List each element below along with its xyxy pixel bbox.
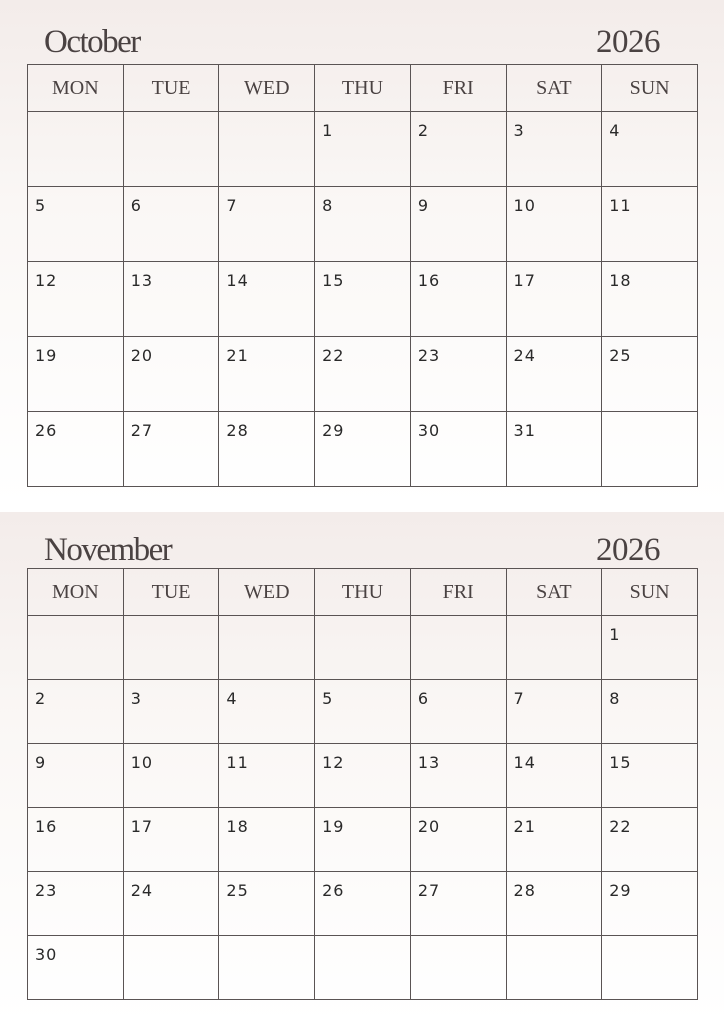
day-number: 8 bbox=[322, 196, 334, 215]
day-cell bbox=[410, 744, 506, 808]
week-row bbox=[28, 337, 698, 412]
day-cell bbox=[410, 112, 506, 187]
day-cell bbox=[602, 744, 698, 808]
day-cell bbox=[219, 744, 315, 808]
year-title: 2026 bbox=[596, 24, 660, 60]
day-number: 10 bbox=[513, 196, 536, 215]
day-cell bbox=[602, 808, 698, 872]
day-number bbox=[507, 616, 602, 625]
day-cell bbox=[410, 872, 506, 936]
year-title: 2026 bbox=[596, 532, 660, 568]
day-cell bbox=[506, 262, 602, 337]
day-number: 5 bbox=[35, 196, 47, 215]
day-number: 27 bbox=[417, 881, 441, 900]
day-number: 15 bbox=[609, 753, 632, 772]
day-number: 3 bbox=[513, 121, 525, 140]
day-number bbox=[602, 936, 697, 945]
day-number bbox=[315, 616, 410, 625]
day-cell bbox=[506, 680, 602, 744]
day-number: 17 bbox=[513, 271, 536, 290]
day-number: 23 bbox=[35, 881, 58, 900]
day-number: 12 bbox=[322, 753, 345, 772]
weekday-header: MON bbox=[28, 65, 124, 112]
week-row bbox=[28, 412, 698, 487]
day-number bbox=[28, 112, 123, 121]
day-number: 20 bbox=[130, 346, 154, 365]
day-cell bbox=[123, 412, 219, 487]
day-number: 25 bbox=[609, 346, 632, 365]
week-row bbox=[28, 808, 698, 872]
day-cell bbox=[219, 616, 315, 680]
month-title: October bbox=[44, 24, 140, 60]
day-cell bbox=[123, 936, 219, 1000]
day-cell bbox=[410, 337, 506, 412]
calendar-grid bbox=[27, 64, 698, 487]
day-number bbox=[124, 112, 219, 121]
day-number bbox=[507, 936, 602, 945]
weekday-header: SUN bbox=[602, 569, 698, 616]
day-cell bbox=[315, 744, 411, 808]
day-cell bbox=[219, 808, 315, 872]
day-number: 18 bbox=[226, 817, 249, 836]
day-cell bbox=[315, 936, 411, 1000]
day-number: 12 bbox=[35, 271, 58, 290]
day-number: 9 bbox=[35, 753, 47, 772]
day-number: 7 bbox=[226, 196, 238, 215]
day-cell bbox=[315, 616, 411, 680]
day-cell bbox=[123, 808, 219, 872]
day-number: 16 bbox=[417, 271, 441, 290]
day-cell bbox=[602, 616, 698, 680]
day-number: 13 bbox=[130, 271, 154, 290]
calendar-grid bbox=[27, 568, 698, 1000]
day-number: 25 bbox=[226, 881, 249, 900]
weekday-header: THU bbox=[315, 65, 411, 112]
day-number: 27 bbox=[130, 421, 154, 440]
week-row bbox=[28, 872, 698, 936]
day-number: 30 bbox=[35, 945, 58, 964]
weekday-header: SAT bbox=[506, 569, 602, 616]
weekday-header: WED bbox=[219, 65, 315, 112]
day-cell bbox=[602, 262, 698, 337]
day-cell bbox=[123, 744, 219, 808]
day-number: 18 bbox=[609, 271, 632, 290]
day-cell bbox=[219, 680, 315, 744]
day-cell bbox=[28, 112, 124, 187]
day-number: 4 bbox=[609, 121, 621, 140]
day-cell bbox=[123, 112, 219, 187]
day-cell bbox=[28, 808, 124, 872]
day-cell bbox=[506, 744, 602, 808]
day-cell bbox=[315, 680, 411, 744]
weekday-header: FRI bbox=[410, 569, 506, 616]
day-cell bbox=[602, 337, 698, 412]
day-cell bbox=[602, 187, 698, 262]
day-number: 7 bbox=[513, 689, 525, 708]
day-number: 8 bbox=[609, 689, 621, 708]
week-row bbox=[28, 936, 698, 1000]
day-number: 11 bbox=[609, 196, 632, 215]
day-cell bbox=[410, 262, 506, 337]
day-cell bbox=[315, 262, 411, 337]
day-cell bbox=[506, 112, 602, 187]
day-number: 19 bbox=[322, 817, 345, 836]
day-cell bbox=[506, 337, 602, 412]
weekday-header: MON bbox=[28, 569, 124, 616]
day-number bbox=[411, 616, 506, 625]
weekday-header: SUN bbox=[602, 65, 698, 112]
day-number: 16 bbox=[35, 817, 58, 836]
day-cell bbox=[123, 616, 219, 680]
day-number: 5 bbox=[322, 689, 334, 708]
day-number bbox=[124, 936, 219, 945]
day-number: 28 bbox=[513, 881, 536, 900]
day-number: 10 bbox=[130, 753, 154, 772]
day-number: 26 bbox=[322, 881, 345, 900]
day-cell bbox=[28, 412, 124, 487]
day-cell bbox=[315, 412, 411, 487]
day-number: 17 bbox=[130, 817, 154, 836]
weekday-header: TUE bbox=[123, 569, 219, 616]
day-cell bbox=[28, 680, 124, 744]
october-calendar bbox=[0, 0, 724, 505]
day-cell bbox=[410, 187, 506, 262]
day-cell bbox=[219, 412, 315, 487]
day-number bbox=[602, 412, 697, 421]
weekday-header: TUE bbox=[123, 65, 219, 112]
day-number: 14 bbox=[513, 753, 536, 772]
day-number: 4 bbox=[226, 689, 238, 708]
week-row bbox=[28, 187, 698, 262]
day-number: 14 bbox=[226, 271, 249, 290]
day-number bbox=[219, 616, 314, 625]
day-cell bbox=[506, 187, 602, 262]
day-cell bbox=[602, 680, 698, 744]
month-title: November bbox=[44, 532, 172, 568]
week-row bbox=[28, 616, 698, 680]
day-cell bbox=[602, 872, 698, 936]
weekday-header-row bbox=[28, 569, 698, 616]
day-number: 2 bbox=[417, 121, 429, 140]
day-cell bbox=[410, 616, 506, 680]
day-cell bbox=[410, 936, 506, 1000]
day-cell bbox=[28, 187, 124, 262]
day-cell bbox=[219, 936, 315, 1000]
day-number: 22 bbox=[609, 817, 632, 836]
day-cell bbox=[410, 680, 506, 744]
day-cell bbox=[602, 936, 698, 1000]
day-cell bbox=[28, 872, 124, 936]
day-number: 23 bbox=[417, 346, 441, 365]
week-row bbox=[28, 744, 698, 808]
day-cell bbox=[28, 262, 124, 337]
day-cell bbox=[506, 872, 602, 936]
weekday-header: FRI bbox=[410, 65, 506, 112]
day-number: 29 bbox=[322, 421, 345, 440]
day-cell bbox=[315, 808, 411, 872]
day-number: 21 bbox=[513, 817, 536, 836]
day-cell bbox=[219, 872, 315, 936]
day-number: 22 bbox=[322, 346, 345, 365]
november-calendar bbox=[0, 512, 724, 1024]
day-number: 24 bbox=[513, 346, 536, 365]
day-cell bbox=[219, 337, 315, 412]
day-cell bbox=[123, 337, 219, 412]
day-cell bbox=[28, 616, 124, 680]
day-cell bbox=[602, 112, 698, 187]
weekday-header: THU bbox=[315, 569, 411, 616]
day-cell bbox=[219, 112, 315, 187]
week-row bbox=[28, 112, 698, 187]
day-cell bbox=[410, 808, 506, 872]
day-cell bbox=[506, 412, 602, 487]
day-cell bbox=[315, 112, 411, 187]
day-number bbox=[411, 936, 506, 945]
day-cell bbox=[410, 412, 506, 487]
day-number bbox=[28, 616, 123, 625]
day-number: 6 bbox=[417, 689, 429, 708]
day-cell bbox=[506, 616, 602, 680]
day-number: 9 bbox=[417, 196, 429, 215]
day-cell bbox=[315, 187, 411, 262]
day-cell bbox=[28, 936, 124, 1000]
day-number: 3 bbox=[130, 689, 142, 708]
day-cell bbox=[123, 872, 219, 936]
day-cell bbox=[506, 936, 602, 1000]
week-row bbox=[28, 262, 698, 337]
day-cell bbox=[123, 680, 219, 744]
day-number: 30 bbox=[417, 421, 441, 440]
weekday-header: SAT bbox=[506, 65, 602, 112]
day-number: 11 bbox=[226, 753, 249, 772]
day-cell bbox=[315, 872, 411, 936]
day-cell bbox=[28, 337, 124, 412]
day-number: 19 bbox=[35, 346, 58, 365]
day-number bbox=[124, 616, 219, 625]
day-cell bbox=[219, 187, 315, 262]
day-number: 6 bbox=[130, 196, 142, 215]
day-number bbox=[219, 112, 314, 121]
weekday-header-row bbox=[28, 65, 698, 112]
day-number: 13 bbox=[417, 753, 441, 772]
day-cell bbox=[123, 262, 219, 337]
day-cell bbox=[28, 744, 124, 808]
day-number: 31 bbox=[513, 421, 536, 440]
day-number: 20 bbox=[417, 817, 441, 836]
day-number: 15 bbox=[322, 271, 345, 290]
day-cell bbox=[219, 262, 315, 337]
day-number: 1 bbox=[609, 625, 621, 644]
day-number: 28 bbox=[226, 421, 249, 440]
day-cell bbox=[315, 337, 411, 412]
day-cell bbox=[123, 187, 219, 262]
day-number: 1 bbox=[322, 121, 334, 140]
week-row bbox=[28, 680, 698, 744]
day-number: 26 bbox=[35, 421, 58, 440]
day-number: 24 bbox=[130, 881, 154, 900]
day-number: 2 bbox=[35, 689, 47, 708]
day-number bbox=[219, 936, 314, 945]
day-number: 21 bbox=[226, 346, 249, 365]
day-number bbox=[315, 936, 410, 945]
weekday-header: WED bbox=[219, 569, 315, 616]
day-cell bbox=[506, 808, 602, 872]
day-number: 29 bbox=[609, 881, 632, 900]
day-cell bbox=[602, 412, 698, 487]
